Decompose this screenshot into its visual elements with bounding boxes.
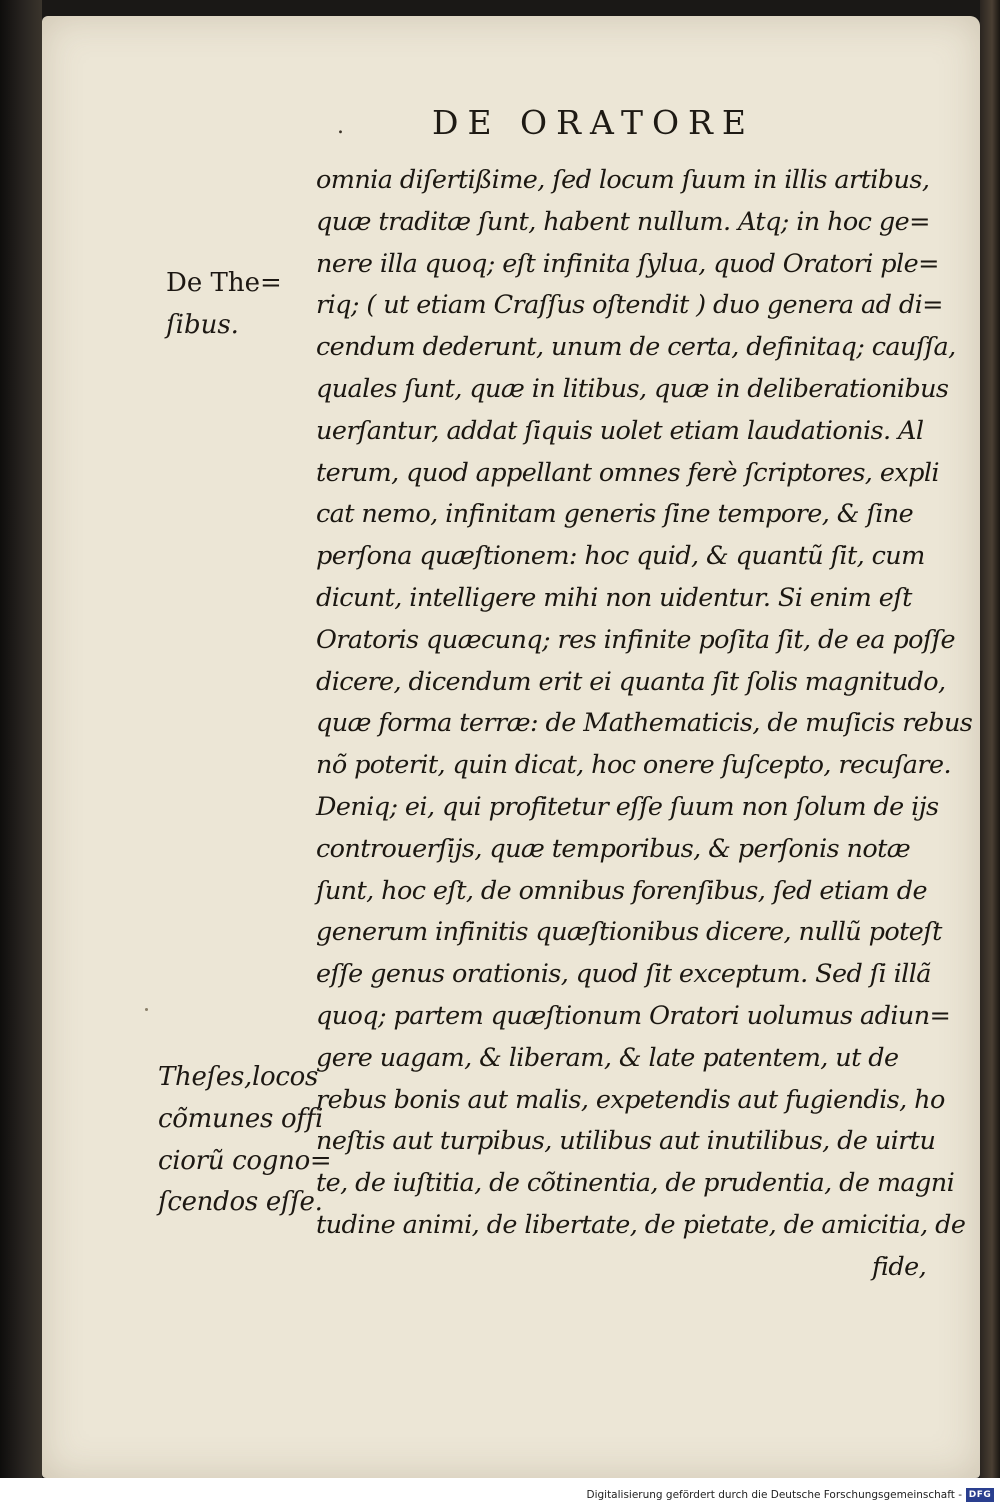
text-line: fide, (872, 1251, 927, 1282)
margin-note-theses (158, 1057, 331, 1224)
text-line: riq; ( ut etiam Craſſus oſtendit ) duo genera ad di= (316, 290, 943, 321)
text-line: terum, quod appellant omnes ferè ſcriptores, expli (316, 457, 939, 488)
ink-speck (145, 1008, 148, 1011)
text-line: rebus bonis aut malis, expetendis aut fugiendis, ho (316, 1084, 945, 1115)
text-line: Deniq; ei, qui profitetur eſſe ſuum non ſolum de ijs (316, 791, 939, 822)
margin-note-de-thesibus (166, 263, 282, 347)
margin-note-line: Theſes,locos (158, 1062, 319, 1092)
text-line: quoq; partem quæſtionum Oratori uolumus adiun= (316, 1000, 951, 1031)
text-line: nõ poterit, quin dicat, hoc onere ſuſcepto, recuſare. (316, 750, 951, 781)
text-line: uerſantur, addat ſiquis uolet etiam laudationis. Al (316, 415, 924, 446)
main-text-block (316, 160, 973, 1289)
text-line: omnia diſertißime, ſed locum ſuum in illis artibus, (316, 165, 930, 195)
running-head-mark: . (337, 114, 344, 139)
running-head: DE ORATORE (432, 103, 755, 142)
text-line: cendum dederunt, unum de certa, definitaq; cauſſa, (316, 332, 956, 363)
text-line: perſona quæſtionem: hoc quid, & quantũ ſit, cum (316, 541, 925, 572)
text-line: dicere, dicendum erit ei quanta ſit ſolis magnitudo, (316, 666, 946, 697)
text-line: generum infinitis quæſtionibus dicere, nullũ poteſt (316, 917, 942, 948)
text-line: cat nemo, infinitam generis ſine tempore, & ſine (316, 499, 914, 530)
text-line: quæ traditæ ſunt, habent nullum. Atq; in hoc ge= (316, 206, 930, 237)
text-line: eſſe genus orationis, quod ſit exceptum. Sed ſi illã (316, 959, 931, 990)
text-line: gere uagam, & liberam, & late patentem, ut de (316, 1042, 899, 1073)
margin-note-line: cõmunes offi (158, 1103, 323, 1134)
text-line: quæ forma terræ: de Mathematicis, de muſicis rebus (316, 708, 973, 739)
text-line: Oratoris quæcunq; res infinite poſita ſit, de ea poſſe (316, 624, 956, 655)
book-spine-shadow (0, 0, 42, 1508)
dfg-logo: DFG (966, 1488, 994, 1502)
footer-credit: Digitalisierung gefördert durch die Deutsche Forschungsgemeinschaft - (586, 1489, 962, 1501)
text-line: neſtis aut turpibus, utilibus aut inutilibus, de uirtu (316, 1126, 936, 1157)
text-line: nere illa quoq; eſt infinita ſylua, quod Oratori ple= (316, 248, 939, 279)
text-line: tudine animi, de libertate, de pietate, de amicitia, de (316, 1209, 966, 1240)
margin-note-line: ciorũ cogno= (158, 1145, 332, 1176)
text-line: quales ſunt, quæ in litibus, quæ in deliberationibus (316, 373, 949, 404)
text-line: te, de iuſtitia, de cõtinentia, de prudentia, de magni (316, 1168, 955, 1199)
margin-note-line: ſcendos eſſe. (158, 1187, 323, 1218)
book-edge (980, 0, 1000, 1508)
text-line: dicunt, intelligere mihi non uidentur. Si enim eſt (316, 582, 912, 613)
text-line: controuerſijs, quæ temporibus, & perſonis notæ (316, 833, 911, 864)
text-line: ſunt, hoc eſt, de omnibus forenſibus, ſed etiam de (316, 875, 927, 906)
margin-note-line: ſibus. (166, 309, 239, 340)
margin-note-line: De The= (166, 268, 282, 298)
